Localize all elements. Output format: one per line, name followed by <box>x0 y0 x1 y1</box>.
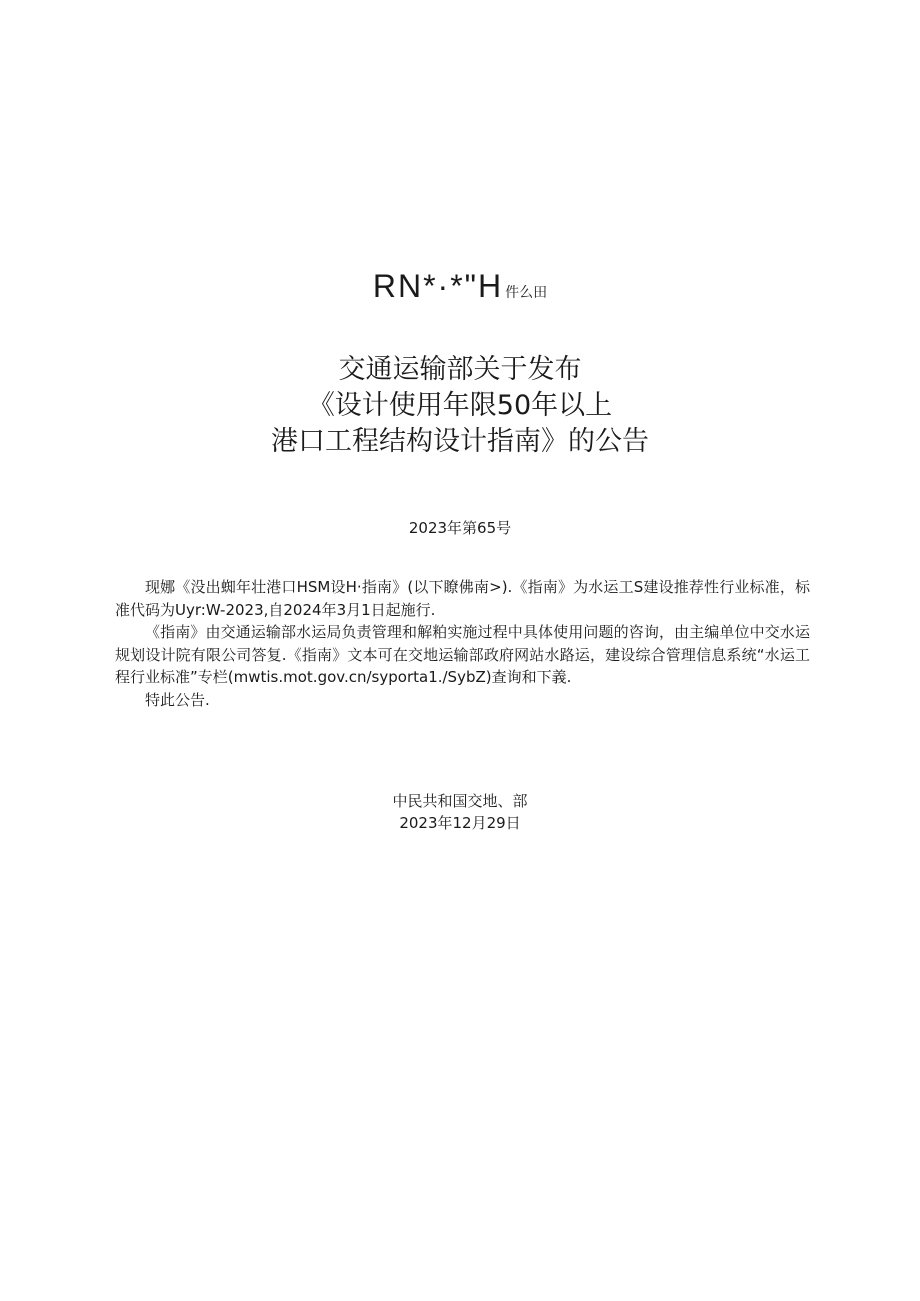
announcement-body <box>115 576 810 711</box>
body-paragraph-2: 《指南》由交通运输部水运局负责管理和解粕实施过程中具体使用问题的咨询，由主编单位中交水运规划设计院有限公司答复.《指南》文本可在交地运输部政府网站水路运，建设综合管理信息系统“水运工程行业标准”专栏(mwtis.mot.gov.cn/syporta1./SybZ)查询和下義. <box>115 623 810 686</box>
title-line-3: 港口工程结构设计指南》的公告 <box>271 426 649 457</box>
issuer-name: 中民共和国交地、部 <box>392 792 528 810</box>
document-number: 2023年第65号 <box>408 519 512 537</box>
document-header-code <box>0 268 920 305</box>
issue-date: 2023年12月29日 <box>399 814 521 832</box>
header-code-main: RN*·*"H <box>372 268 504 304</box>
announcement-title <box>0 352 920 460</box>
title-line-1: 交通运输部关于发布 <box>338 354 582 385</box>
header-code-small: 件么田 <box>505 285 548 301</box>
signature-block <box>0 790 920 834</box>
title-line-2: 《设计使用年限50年以上 <box>307 390 613 421</box>
body-paragraph-1: 现娜《没出蜘年壮港口HSM设H·指南》(以下瞭佛南>).《指南》为水运工S建设推荐性行业标准，标准代码为Uyr:W-2023,自2024年3月1日起施行. <box>115 578 810 619</box>
body-paragraph-3: 特此公告. <box>145 690 210 709</box>
